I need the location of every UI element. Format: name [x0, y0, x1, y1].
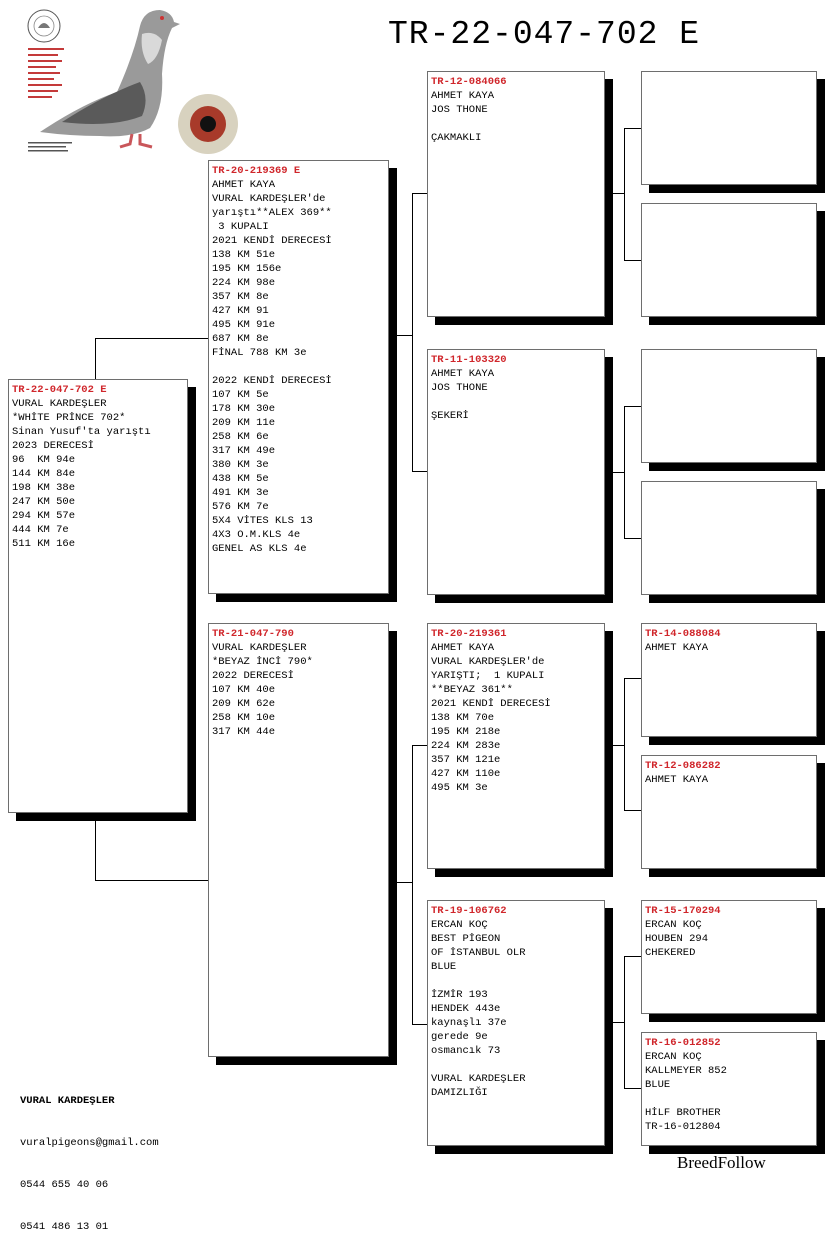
connector-dd-fork [624, 956, 642, 1089]
pigeon-details: VURAL KARDEŞLER *BEYAZ İNCİ 790* 2022 DERECESİ 107 KM 40e 209 KM 62e 258 KM 10e 317 KM 44e [212, 642, 313, 738]
ring-number: TR-20-219361 [431, 628, 507, 640]
breeder-email[interactable]: vuralpigeons@gmail.com [20, 1137, 159, 1149]
connector-sd-stub [612, 472, 624, 473]
connector-dam-stub [396, 882, 412, 883]
pigeon-details: AHMET KAYA JOS THONE ŞEKERİ [431, 368, 495, 422]
ring-number: TR-19-106762 [431, 905, 507, 917]
pigeon-details: AHMET KAYA JOS THONE ÇAKMAKLI [431, 90, 495, 144]
breeder-phone-1: 0544 655 40 06 [20, 1179, 109, 1191]
pigeon-photo [22, 4, 252, 158]
connector-subject-sire [95, 338, 210, 381]
breeder-phone-2: 0541 486 13 01 [20, 1221, 109, 1233]
ring-number: TR-22-047-702 E [12, 384, 107, 396]
pigeon-card-sire-dam-sire[interactable] [641, 349, 817, 463]
connector-sire-stub [396, 335, 412, 336]
ring-number: TR-11-103320 [431, 354, 507, 366]
pigeon-card-dam-dam[interactable] [427, 900, 605, 1146]
pigeon-details: ERCAN KOÇ HOUBEN 294 CHEKERED [645, 919, 709, 959]
connector-ss-fork [624, 128, 642, 261]
pigeon-details: AHMET KAYA VURAL KARDEŞLER'de yarıştı**ALEX 369** 3 KUPALI 2021 KENDİ DERECESİ 138 KM 51e 195 KM 156e 224 KM 98e 357 KM 8e 427 KM 91 495 KM 91e 687 KM 8e FİNAL 788 KM 3e 2022 KENDİ DERECESİ 107 KM 5e 178 KM 30e 209 KM 11e 258 KM 6e 317 KM 49e 380 KM 3e 438 KM 5e 491 KM 3e 576 KM 7e 5X4 VİTES KLS 13 4X3 O.M.KLS 4e GENEL AS KLS 4e [212, 179, 332, 555]
pigeon-card-sire[interactable] [208, 160, 389, 594]
pigeon-card-subject[interactable] [8, 379, 188, 813]
club-logo-icon [28, 10, 60, 42]
ring-number: TR-20-219369 E [212, 165, 301, 177]
breeder-contact [20, 1066, 159, 1248]
connector-ds-stub [612, 745, 624, 746]
pigeon-card-sire-dam[interactable] [427, 349, 605, 595]
connector-subject-dam [95, 812, 210, 881]
logo-text-lines [28, 48, 64, 98]
pigeon-card-dam-dam-sire[interactable] [641, 900, 817, 1014]
pigeon-card-dam-sire-sire[interactable] [641, 623, 817, 737]
pigeon-card-sire-sire-dam[interactable] [641, 203, 817, 317]
pigeon-card-dam-dam-dam[interactable] [641, 1032, 817, 1146]
pigeon-details: AHMET KAYA VURAL KARDEŞLER'de YARIŞTI; 1 KUPALI **BEYAZ 361** 2021 KENDİ DERECESİ 138 KM 70e 195 KM 218e 224 KM 283e 357 KM 121e 427 KM 110e 495 KM 3e [431, 642, 551, 794]
ring-number: TR-15-170294 [645, 905, 721, 917]
pigeon-icon [40, 10, 180, 147]
pigeon-card-dam-sire-dam[interactable] [641, 755, 817, 869]
ring-number: TR-12-084066 [431, 76, 507, 88]
connector-ds-fork [624, 678, 642, 811]
pigeon-details: AHMET KAYA [645, 774, 709, 786]
pigeon-card-dam[interactable] [208, 623, 389, 1057]
breeder-name: VURAL KARDEŞLER [20, 1095, 115, 1107]
ring-number: TR-14-088084 [645, 628, 721, 640]
pigeon-card-dam-sire[interactable] [427, 623, 605, 869]
pigeon-card-sire-sire-sire[interactable] [641, 71, 817, 185]
connector-dd-stub [612, 1022, 624, 1023]
ring-number: TR-21-047-790 [212, 628, 294, 640]
connector-ss-stub [612, 193, 624, 194]
pigeon-card-sire-dam-dam[interactable] [641, 481, 817, 595]
pigeon-details: VURAL KARDEŞLER *WHİTE PRİNCE 702* Sinan Yusuf'ta yarıştı 2023 DERECESİ 96 KM 94e 144 KM 84e 198 KM 38e 247 KM 50e 294 KM 57e 444 KM 7e 511 KM 16e [12, 398, 151, 550]
pigeon-eye-icon [178, 94, 238, 154]
brand-watermark: BreedFollow [677, 1153, 766, 1172]
pigeon-details: ERCAN KOÇ KALLMEYER 852 BLUE HİLF BROTHER TR-16-012804 [645, 1051, 727, 1133]
connector-sd-fork [624, 406, 642, 539]
ring-number: TR-12-086282 [645, 760, 721, 772]
pedigree-title: TR-22-047-702 E [388, 16, 701, 53]
pigeon-details: ERCAN KOÇ BEST PİGEON OF İSTANBUL OLR BLUE İZMİR 193 HENDEK 443e kaynaşlı 37e gerede 9e osmancık 73 VURAL KARDEŞLER DAMIZLIĞI [431, 919, 526, 1099]
pigeon-card-sire-sire[interactable] [427, 71, 605, 317]
pigeon-details: AHMET KAYA [645, 642, 709, 654]
ring-number: TR-16-012852 [645, 1037, 721, 1049]
logo-contact-lines [28, 142, 72, 152]
